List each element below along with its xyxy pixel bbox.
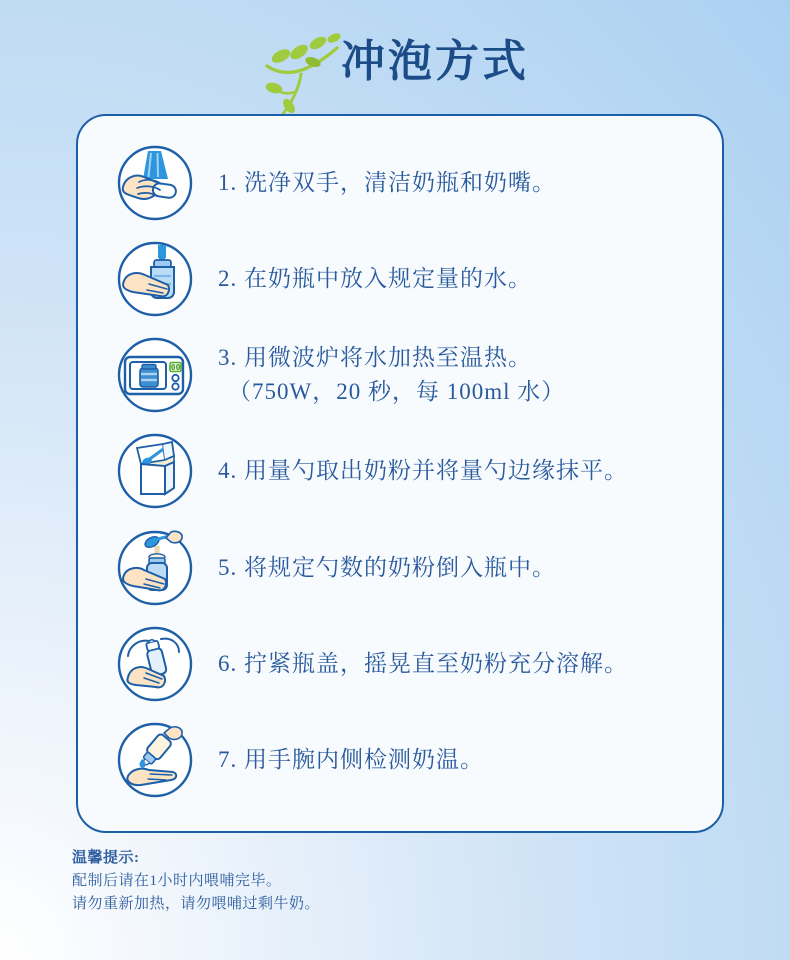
microwave-icon [116, 336, 194, 414]
step-text: 6. 拧紧瓶盖，摇晃直至奶粉充分溶解。 [218, 650, 628, 676]
fill-water-icon [116, 240, 194, 318]
step-row-4 [116, 432, 702, 510]
pour-powder-icon [116, 529, 194, 607]
step-row-5 [116, 529, 702, 607]
header [0, 30, 790, 94]
tips-title: 温馨提示: [72, 850, 140, 866]
step-row-1 [116, 144, 702, 222]
step-row-7 [116, 721, 702, 799]
microwave-display: 00 [170, 363, 181, 373]
step-text: 7. 用手腕内侧检测奶温。 [218, 746, 484, 772]
tips-line: 请勿重新加热，请勿喂哺过剩牛奶。 [72, 896, 321, 912]
step-text-main: 3. 用微波炉将水加热至温热。 [218, 345, 532, 371]
step-row-6 [116, 625, 702, 703]
step-text [218, 341, 565, 409]
step-text: 1. 洗净双手，清洁奶瓶和奶嘴。 [218, 170, 556, 195]
leaf-branch-icon [261, 32, 341, 120]
tips-line: 配制后请在1小时内喂哺完毕。 [72, 873, 282, 889]
step-text: 2. 在奶瓶中放入规定量的水。 [218, 266, 532, 292]
page-title: 冲泡方式 [341, 37, 529, 86]
step-row-2 [116, 240, 702, 318]
step-text-note: （750W，20 秒，每 100ml 水） [228, 379, 566, 405]
scoop-level-icon [116, 432, 194, 510]
step-text: 4. 用量勺取出奶粉并将量勺边缘抹平。 [218, 458, 628, 484]
wash-hands-icon [116, 144, 194, 222]
shake-bottle-icon [116, 625, 194, 703]
step-text: 5. 将规定勺数的奶粉倒入瓶中。 [218, 554, 556, 580]
steps-panel [76, 114, 724, 833]
step-row-3 [116, 336, 702, 414]
tips-footer [72, 847, 320, 916]
test-temperature-icon [116, 721, 194, 799]
